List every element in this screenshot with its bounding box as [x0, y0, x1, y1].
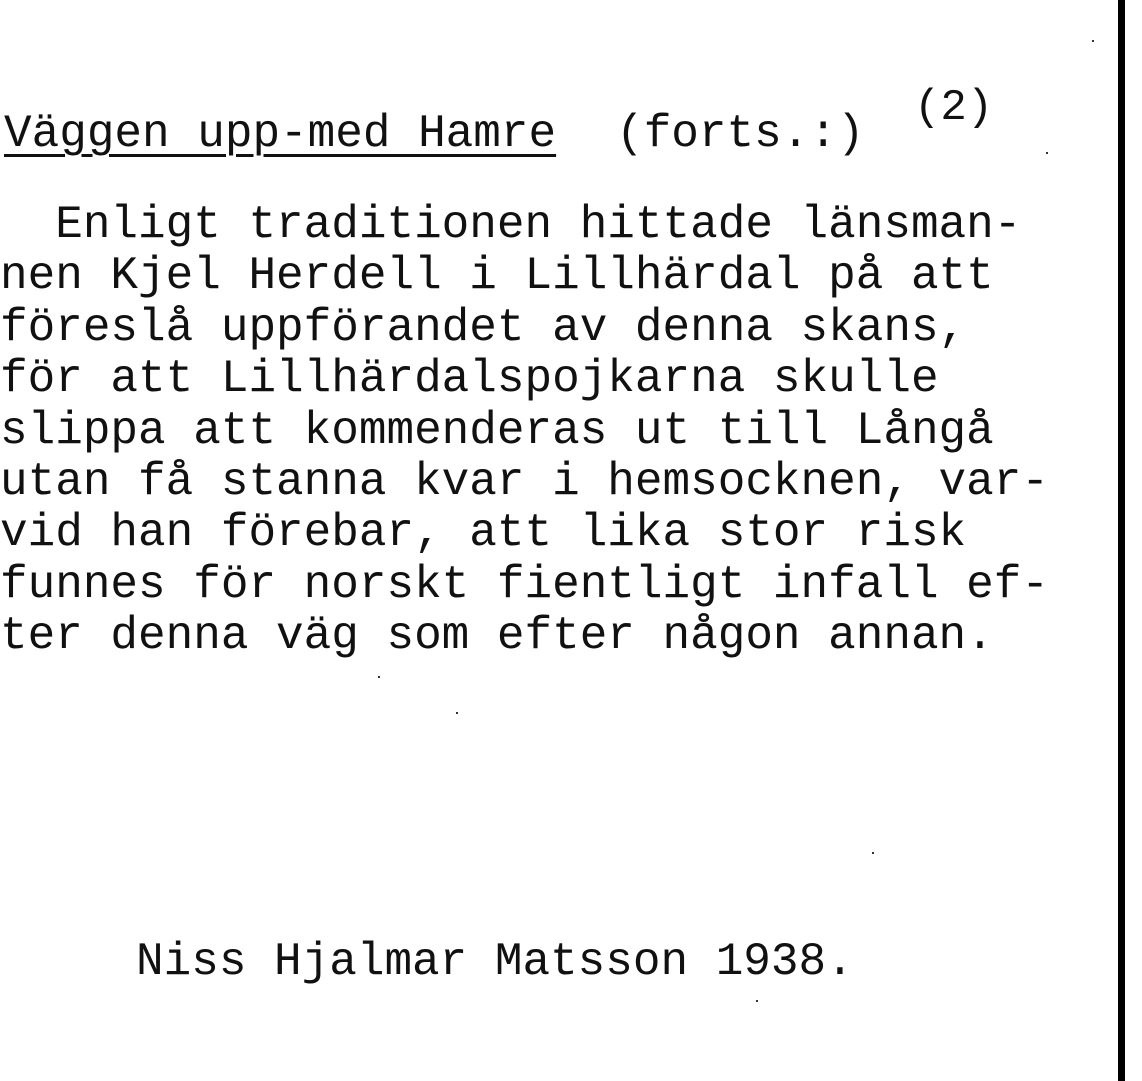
- heading-row: [4, 104, 865, 164]
- body-line: Enligt traditionen hittade länsman-: [0, 199, 1022, 251]
- body-paragraph: [0, 200, 1110, 663]
- document-title: Väggen upp-med Hamre: [4, 108, 557, 160]
- scan-speck: [1092, 40, 1094, 42]
- scan-speck: [872, 852, 874, 854]
- body-line: vid han förebar, att lika stor risk: [0, 507, 967, 560]
- body-line: nen Kjel Herdell i Lillhärdal på att: [0, 250, 994, 303]
- scan-speck: [756, 1000, 758, 1002]
- body-line: föreslå uppförandet av denna skans,: [0, 301, 967, 354]
- body-line: för att Lillhärdalspojkarna skulle: [0, 353, 939, 406]
- body-line: ter denna väg som efter någon annan.: [0, 610, 994, 663]
- continuation-label: (forts.:): [616, 108, 865, 160]
- body-line: utan få stanna kvar i hemsocknen, var-: [0, 455, 1049, 508]
- scan-speck: [456, 712, 458, 714]
- body-line: slippa att kommenderas ut till Långå: [0, 404, 994, 457]
- scan-speck: [1046, 152, 1048, 154]
- author-signature: Niss Hjalmar Matsson 1938.: [136, 936, 854, 988]
- body-line: funnes för norskt fientligt infall ef-: [0, 558, 1049, 611]
- page-number-ref: (2): [914, 83, 994, 133]
- scan-speck: [378, 676, 380, 678]
- page-edge-border: [1118, 0, 1125, 1081]
